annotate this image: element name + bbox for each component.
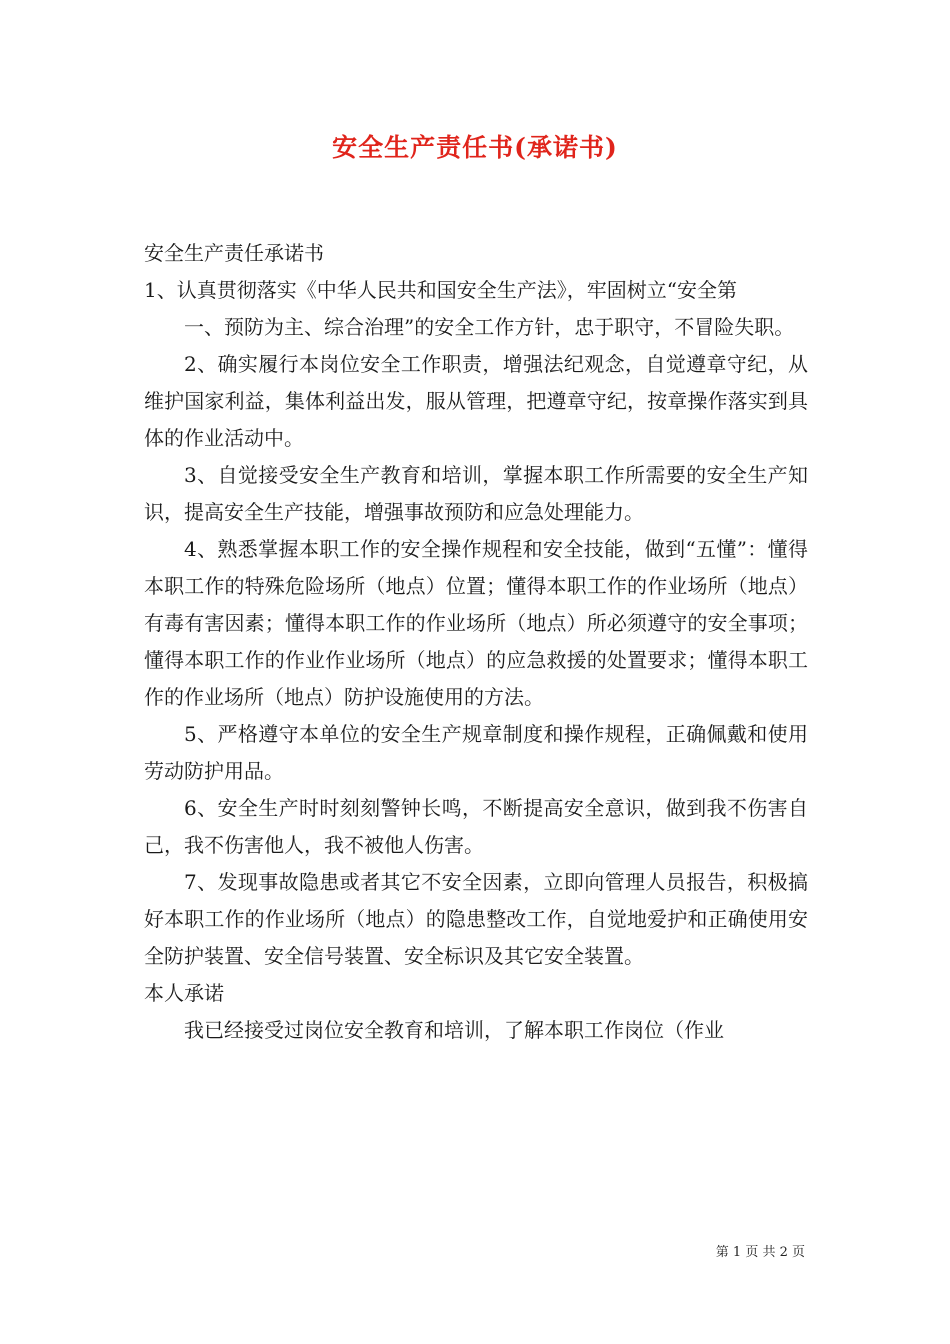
- paragraph-4: 4、熟悉掌握本职工作的安全操作规程和安全技能，做到“五懂”：懂得本职工作的特殊危险场所（地点）位置；懂得本职工作的作业场所（地点）有毒有害因素；懂得本职工作的作业场所（地点）所必须遵守的安全事项；懂得本职工作的作业作业场所（地点）的应急救援的处置要求；懂得本职工作的作业场所（地点）防护设施使用的方法。: [144, 537, 808, 709]
- page-indicator: 第 1 页 共 2 页: [715, 1245, 805, 1260]
- paragraph-6: 6、安全生产时时刻刻警钟长鸣，不断提高安全意识，做到我不伤害自己，我不伤害他人，我不被他人伤害。: [144, 796, 808, 857]
- paragraph-3: 3、自觉接受安全生产教育和培训，掌握本职工作所需要的安全生产知识，提高安全生产技能，增强事故预防和应急处理能力。: [144, 463, 808, 524]
- paragraph-1-continued: 一、预防为主、综合治理”的安全工作方针，忠于职守，不冒险失职。: [184, 315, 795, 339]
- commitment-text: 我已经接受过岗位安全教育和培训，了解本职工作岗位（作业: [184, 1018, 724, 1042]
- commitment-heading: 本人承诺: [144, 981, 224, 1005]
- subtitle: 安全生产责任承诺书: [144, 241, 324, 265]
- document-title: 安全生产责任书(承诺书): [332, 133, 618, 162]
- paragraph-7: 7、发现事故隐患或者其它不安全因素，立即向管理人员报告，积极搞好本职工作的作业场所（地点）的隐患整改工作，自觉地爱护和正确使用安全防护装置、安全信号装置、安全标识及其它安全装置。: [144, 870, 808, 968]
- paragraph-5: 5、严格遵守本单位的安全生产规章制度和操作规程，正确佩戴和使用劳动防护用品。: [144, 722, 808, 783]
- document-body: [144, 235, 808, 1049]
- paragraph-2: 2、确实履行本岗位安全工作职责，增强法纪观念，自觉遵章守纪，从维护国家利益，集体利益出发，服从管理，把遵章守纪，按章操作落实到具体的作业活动中。: [144, 352, 808, 450]
- paragraph-1: 1、认真贯彻落实《中华人民共和国安全生产法》，牢固树立“安全第: [144, 278, 737, 302]
